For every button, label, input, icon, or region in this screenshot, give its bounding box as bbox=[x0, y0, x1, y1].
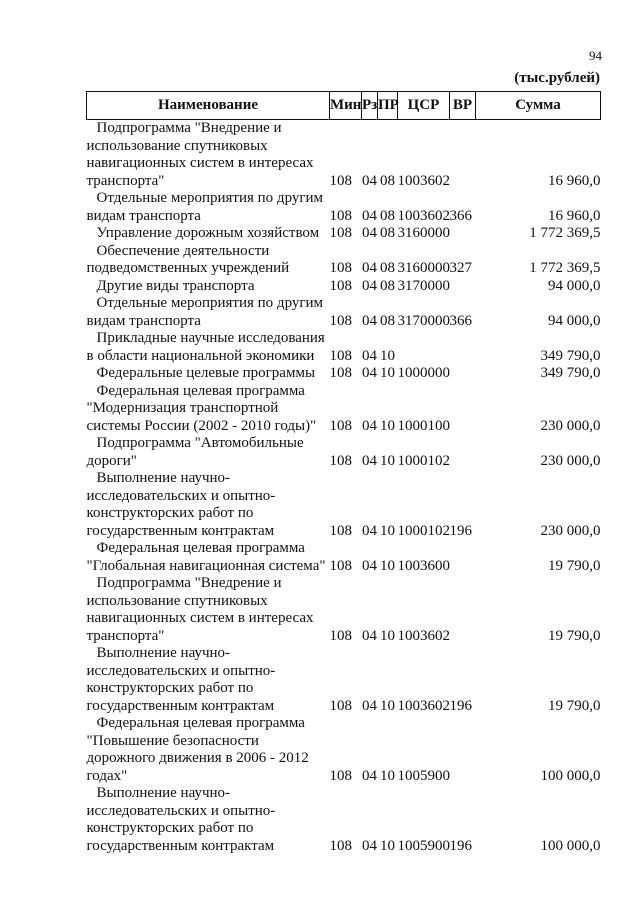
budget-table bbox=[86, 91, 601, 855]
row-pr: 10 bbox=[380, 837, 395, 854]
row-name bbox=[87, 470, 330, 540]
row-csr: 1000100 bbox=[397, 417, 450, 434]
row-name-line: Выполнение научно- bbox=[96, 785, 231, 801]
row-rz: 04 bbox=[362, 277, 377, 294]
row-name-line: государственным контрактам bbox=[86, 697, 275, 714]
row-min: 108 bbox=[329, 312, 352, 329]
row-sum: 19 790,0 bbox=[548, 697, 601, 714]
row-min: 108 bbox=[329, 365, 352, 381]
row-name bbox=[87, 715, 330, 785]
row-sum: 16 960,0 bbox=[548, 207, 601, 224]
row-pr: 10 bbox=[380, 697, 395, 714]
row-name bbox=[87, 540, 330, 575]
row-vr bbox=[450, 435, 476, 470]
table-row bbox=[87, 278, 601, 296]
row-name-line: Федеральная целевая программа bbox=[96, 382, 305, 399]
row-vr bbox=[450, 225, 476, 243]
table-row bbox=[87, 295, 601, 330]
row-name bbox=[87, 295, 330, 330]
row-csr: 3170000 bbox=[397, 277, 450, 294]
row-min: 108 bbox=[329, 417, 352, 434]
row-min: 108 bbox=[329, 225, 352, 241]
row-name bbox=[87, 278, 330, 296]
row-pr: 10 bbox=[380, 347, 395, 364]
row-name-line: "Повышение безопасности bbox=[86, 732, 259, 749]
row-name-line: Прикладные научные исследования bbox=[96, 330, 325, 346]
row-rz: 04 bbox=[362, 452, 377, 469]
row-vr: 327 bbox=[449, 260, 472, 276]
row-rz: 04 bbox=[362, 365, 377, 381]
header-name: Наименование bbox=[87, 92, 330, 120]
row-name-line: Федеральные целевые программы bbox=[96, 365, 316, 381]
row-sum: 100 000,0 bbox=[540, 837, 601, 854]
row-pr: 08 bbox=[380, 277, 395, 294]
row-name-line: "Глобальная навигационная система" bbox=[86, 557, 326, 574]
row-name-line: конструкторских работ по bbox=[86, 820, 254, 836]
row-min: 108 bbox=[329, 767, 352, 784]
header-csr: ЦСР bbox=[398, 92, 450, 120]
row-name-line: Выполнение научно- bbox=[96, 645, 231, 661]
row-vr bbox=[450, 365, 476, 383]
row-name-line: "Модернизация транспортной bbox=[86, 400, 279, 416]
row-rz: 04 bbox=[362, 260, 377, 276]
row-pr: 08 bbox=[380, 207, 395, 224]
row-name-line: Подпрограмма "Автомобильные bbox=[96, 435, 304, 451]
row-name-line: Управление дорожным хозяйством bbox=[96, 225, 320, 241]
row-name-line: Обеспечение деятельности bbox=[96, 242, 270, 259]
table-row bbox=[87, 120, 601, 191]
row-csr bbox=[398, 330, 450, 365]
table-row bbox=[87, 243, 601, 278]
row-min: 108 bbox=[329, 277, 352, 294]
row-name-line: исследовательских и опытно- bbox=[86, 662, 276, 679]
row-pr: 08 bbox=[380, 225, 395, 241]
row-name-line: Отдельные мероприятия по другим bbox=[96, 295, 324, 311]
row-sum: 1 772 369,5 bbox=[529, 225, 601, 241]
row-name-line: Подпрограмма "Внедрение и bbox=[96, 120, 282, 136]
row-vr bbox=[450, 120, 476, 191]
row-csr: 1003602 bbox=[397, 172, 450, 189]
header-min: Мин bbox=[330, 92, 362, 120]
row-name bbox=[87, 365, 330, 383]
table-row bbox=[87, 435, 601, 470]
row-sum: 230 000,0 bbox=[540, 417, 601, 434]
row-sum: 349 790,0 bbox=[540, 347, 601, 364]
row-pr: 10 bbox=[380, 557, 395, 574]
table-row bbox=[87, 190, 601, 225]
header-row bbox=[87, 92, 601, 120]
row-name-line: навигационных систем в интересах bbox=[86, 610, 314, 626]
header-vr: ВР bbox=[450, 92, 476, 120]
row-pr: 10 bbox=[380, 767, 395, 784]
row-vr bbox=[450, 330, 476, 365]
row-name-line: использование спутниковых bbox=[86, 592, 268, 609]
row-pr: 08 bbox=[380, 260, 395, 276]
row-name bbox=[87, 120, 330, 191]
row-name-line: дороги" bbox=[86, 452, 137, 469]
table-row bbox=[87, 365, 601, 383]
row-csr: 3160000 bbox=[397, 260, 450, 276]
row-vr: 366 bbox=[449, 207, 472, 224]
row-csr: 1003600 bbox=[397, 557, 450, 574]
row-name-line: Федеральная целевая программа bbox=[96, 715, 305, 731]
header-sum: Сумма bbox=[476, 92, 601, 120]
page-number: 94 bbox=[589, 48, 602, 63]
row-sum: 230 000,0 bbox=[540, 452, 601, 469]
row-name bbox=[87, 383, 330, 436]
row-name bbox=[87, 190, 330, 225]
row-name-line: транспорта" bbox=[86, 627, 165, 644]
row-vr: 196 bbox=[449, 837, 472, 854]
row-min: 108 bbox=[329, 557, 352, 574]
row-name bbox=[87, 225, 330, 243]
table-row bbox=[87, 540, 601, 575]
row-min: 108 bbox=[329, 697, 352, 714]
row-pr: 10 bbox=[380, 522, 395, 539]
row-rz: 04 bbox=[362, 207, 377, 224]
header-pr: ПР bbox=[378, 92, 398, 120]
row-name bbox=[87, 243, 330, 278]
table-row bbox=[87, 645, 601, 715]
row-name-line: системы России (2002 - 2010 годы)" bbox=[86, 417, 317, 434]
row-name-line: в области национальной экономики bbox=[86, 347, 315, 364]
row-name bbox=[87, 645, 330, 715]
row-rz: 04 bbox=[362, 697, 377, 714]
row-vr: 366 bbox=[449, 312, 472, 329]
row-csr: 1005900 bbox=[397, 837, 450, 854]
row-name-line: видам транспорта bbox=[86, 207, 201, 224]
table-row bbox=[87, 575, 601, 645]
row-rz: 04 bbox=[362, 837, 377, 854]
row-name-line: конструкторских работ по bbox=[86, 680, 254, 696]
row-name-line: Федеральная целевая программа bbox=[96, 540, 305, 556]
row-vr bbox=[450, 540, 476, 575]
row-pr: 10 bbox=[380, 452, 395, 469]
row-rz: 04 bbox=[362, 627, 377, 644]
row-rz: 04 bbox=[362, 312, 377, 329]
row-csr: 1000102 bbox=[397, 522, 450, 539]
row-name-line: Подпрограмма "Внедрение и bbox=[96, 575, 282, 591]
row-name-line: государственным контрактам bbox=[86, 837, 275, 854]
row-name bbox=[87, 435, 330, 470]
row-name bbox=[87, 330, 330, 365]
row-name-line: Отдельные мероприятия по другим bbox=[96, 190, 324, 206]
row-csr: 1000000 bbox=[397, 365, 450, 381]
row-name-line: видам транспорта bbox=[86, 312, 201, 329]
row-pr: 10 bbox=[380, 365, 395, 381]
row-vr bbox=[450, 715, 476, 785]
row-min: 108 bbox=[329, 172, 352, 189]
row-min: 108 bbox=[329, 627, 352, 644]
table-row bbox=[87, 470, 601, 540]
header-rz: Рз bbox=[362, 92, 378, 120]
row-csr: 1003602 bbox=[397, 207, 450, 224]
table-body bbox=[87, 120, 601, 856]
row-name-line: использование спутниковых bbox=[86, 137, 268, 154]
row-csr: 3160000 bbox=[397, 225, 450, 241]
row-csr: 1005900 bbox=[397, 767, 450, 784]
row-sum: 94 000,0 bbox=[548, 312, 601, 329]
row-rz: 04 bbox=[362, 417, 377, 434]
row-csr: 1003602 bbox=[397, 697, 450, 714]
row-sum: 349 790,0 bbox=[540, 365, 601, 381]
row-pr: 10 bbox=[380, 627, 395, 644]
row-rz: 04 bbox=[362, 767, 377, 784]
row-pr: 08 bbox=[380, 312, 395, 329]
table-row bbox=[87, 330, 601, 365]
row-csr: 1003602 bbox=[397, 627, 450, 644]
row-rz: 04 bbox=[362, 557, 377, 574]
row-name-line: Выполнение научно- bbox=[96, 470, 231, 486]
row-rz: 04 bbox=[362, 522, 377, 539]
row-min: 108 bbox=[329, 522, 352, 539]
row-vr bbox=[450, 575, 476, 645]
row-name-line: годах" bbox=[86, 767, 128, 784]
row-rz: 04 bbox=[362, 225, 377, 241]
row-min: 108 bbox=[329, 207, 352, 224]
row-pr: 10 bbox=[380, 417, 395, 434]
row-min: 108 bbox=[329, 837, 352, 854]
row-name-line: Другие виды транспорта bbox=[96, 277, 255, 294]
row-vr bbox=[450, 278, 476, 296]
table-row bbox=[87, 383, 601, 436]
row-name-line: конструкторских работ по bbox=[86, 505, 254, 521]
row-rz: 04 bbox=[362, 347, 377, 364]
row-name-line: подведомственных учреждений bbox=[86, 260, 290, 276]
row-sum: 94 000,0 bbox=[548, 277, 601, 294]
row-name bbox=[87, 575, 330, 645]
row-csr: 1000102 bbox=[397, 452, 450, 469]
row-vr: 196 bbox=[449, 522, 472, 539]
row-sum: 1 772 369,5 bbox=[529, 260, 601, 276]
row-name-line: исследовательских и опытно- bbox=[86, 802, 276, 819]
row-sum: 100 000,0 bbox=[540, 767, 601, 784]
row-name-line: навигационных систем в интересах bbox=[86, 155, 314, 171]
row-min: 108 bbox=[329, 452, 352, 469]
row-csr: 3170000 bbox=[397, 312, 450, 329]
table-header bbox=[87, 92, 601, 120]
row-name-line: государственным контрактам bbox=[86, 522, 275, 539]
row-vr bbox=[450, 383, 476, 436]
row-name-line: транспорта" bbox=[86, 172, 165, 189]
row-pr: 08 bbox=[380, 172, 395, 189]
row-name-line: исследовательских и опытно- bbox=[86, 487, 276, 504]
row-sum: 19 790,0 bbox=[548, 627, 601, 644]
row-sum: 230 000,0 bbox=[540, 522, 601, 539]
row-min: 108 bbox=[329, 347, 352, 364]
row-rz: 04 bbox=[362, 172, 377, 189]
table-row bbox=[87, 785, 601, 855]
row-name-line: дорожного движения в 2006 - 2012 bbox=[86, 750, 309, 766]
row-name bbox=[87, 785, 330, 855]
row-sum: 19 790,0 bbox=[548, 557, 601, 574]
row-vr: 196 bbox=[449, 697, 472, 714]
units-label: (тыс.рублей) bbox=[514, 70, 600, 86]
row-sum: 16 960,0 bbox=[548, 172, 601, 189]
row-min: 108 bbox=[329, 260, 352, 276]
table-row bbox=[87, 715, 601, 785]
table-row bbox=[87, 225, 601, 243]
